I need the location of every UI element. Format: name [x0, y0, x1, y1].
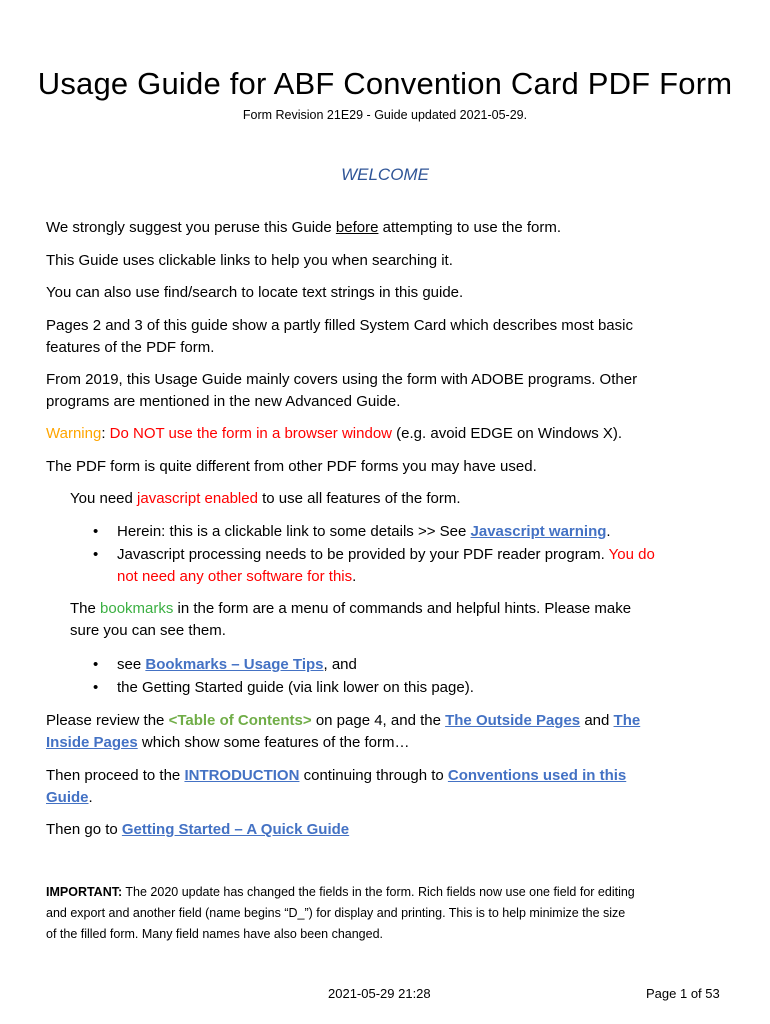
- paragraph-peruse: We strongly suggest you peruse this Guide before attempting to use the form.: [46, 219, 562, 236]
- getting-started-link[interactable]: Getting Started – A Quick Guide: [121, 821, 350, 838]
- bullet-icon: •: [93, 546, 99, 563]
- introduction-link[interactable]: INTRODUCTION: [184, 767, 300, 784]
- list-item: • the Getting Started guide (via link lower on this page).: [91, 677, 737, 699]
- javascript-warning-link[interactable]: Javascript warning: [470, 523, 607, 540]
- paragraph-adobe: From 2019, this Usage Guide mainly covers using the form with ADOBE programs. Other programs are mentioned in the new Advanced Guide.: [46, 371, 638, 410]
- inside-pages-link[interactable]: Inside Pages: [46, 734, 138, 751]
- inside-pages-link[interactable]: The: [613, 712, 641, 729]
- bullet-icon: •: [93, 523, 99, 540]
- bullet-icon: •: [93, 656, 99, 673]
- paragraph-search: You can also use find/search to locate text strings in this guide.: [46, 284, 464, 301]
- conventions-link[interactable]: Conventions used in this: [447, 767, 627, 784]
- bookmarks-usage-tips-link[interactable]: Bookmarks – Usage Tips: [145, 656, 324, 673]
- paragraph-links: This Guide uses clickable links to help you when searching it.: [46, 252, 453, 269]
- bullet-icon: •: [93, 679, 99, 696]
- emphasis-before: before: [335, 219, 379, 236]
- paragraph-review: Please review the <Table of Contents> on page 4, and the The Outside Pages and The Inside Pages which show some features of the form…: [46, 712, 641, 751]
- conventions-link[interactable]: Guide: [46, 789, 89, 806]
- warning-paragraph: Warning: Do NOT use the form in a browser window (e.g. avoid EDGE on Windows X).: [46, 425, 623, 442]
- paragraph-system-card: Pages 2 and 3 of this guide show a partly filled System Card which describes most basic features of the PDF form.: [46, 317, 633, 356]
- warning-label: Warning: [46, 425, 102, 442]
- paragraph-bookmarks: The bookmarks in the form are a menu of commands and helpful hints. Please make sure you can see them.: [70, 600, 632, 639]
- warning-text: Do NOT use the form in a browser window: [109, 425, 392, 442]
- list-item: • Javascript processing needs to be provided by your PDF reader program. You do not need any other software for this.: [93, 546, 655, 585]
- list-item: • see Bookmarks – Usage Tips, and: [91, 654, 737, 676]
- outside-pages-link[interactable]: The Outside Pages: [445, 712, 581, 729]
- list-item: • Herein: this is a clickable link to some details >> See Javascript warning.: [91, 521, 737, 543]
- paragraph-javascript: You need javascript enabled to use all features of the form.: [70, 490, 461, 507]
- page-number: Page 1 of 53: [646, 986, 720, 1001]
- paragraph-getting-started: Then go to Getting Started – A Quick Guide: [46, 821, 350, 838]
- footer-timestamp: 2021-05-29 21:28: [328, 986, 431, 1001]
- important-note: IMPORTANT: The 2020 update has changed the fields in the form. Rich fields now use one field for editing and export and another field (name begins “D_”) for display and printing. This is to help minimize the size of the filled form. Many field names have also been changed.: [46, 885, 635, 941]
- bookmarks-text: bookmarks: [100, 600, 174, 617]
- important-label: IMPORTANT:: [46, 885, 123, 899]
- revision-subtitle: Form Revision 21E29 - Guide updated 2021-05-29.: [242, 108, 528, 122]
- paragraph-proceed: Then proceed to the INTRODUCTION continuing through to Conventions used in this Guide.: [46, 767, 627, 806]
- welcome-heading: WELCOME: [341, 165, 429, 184]
- table-of-contents-link[interactable]: <Table of Contents>: [168, 712, 312, 729]
- paragraph-different: The PDF form is quite different from other PDF forms you may have used.: [46, 458, 537, 475]
- page-title: Usage Guide for ABF Convention Card PDF Form: [37, 66, 733, 101]
- javascript-enabled-text: javascript enabled: [137, 490, 258, 507]
